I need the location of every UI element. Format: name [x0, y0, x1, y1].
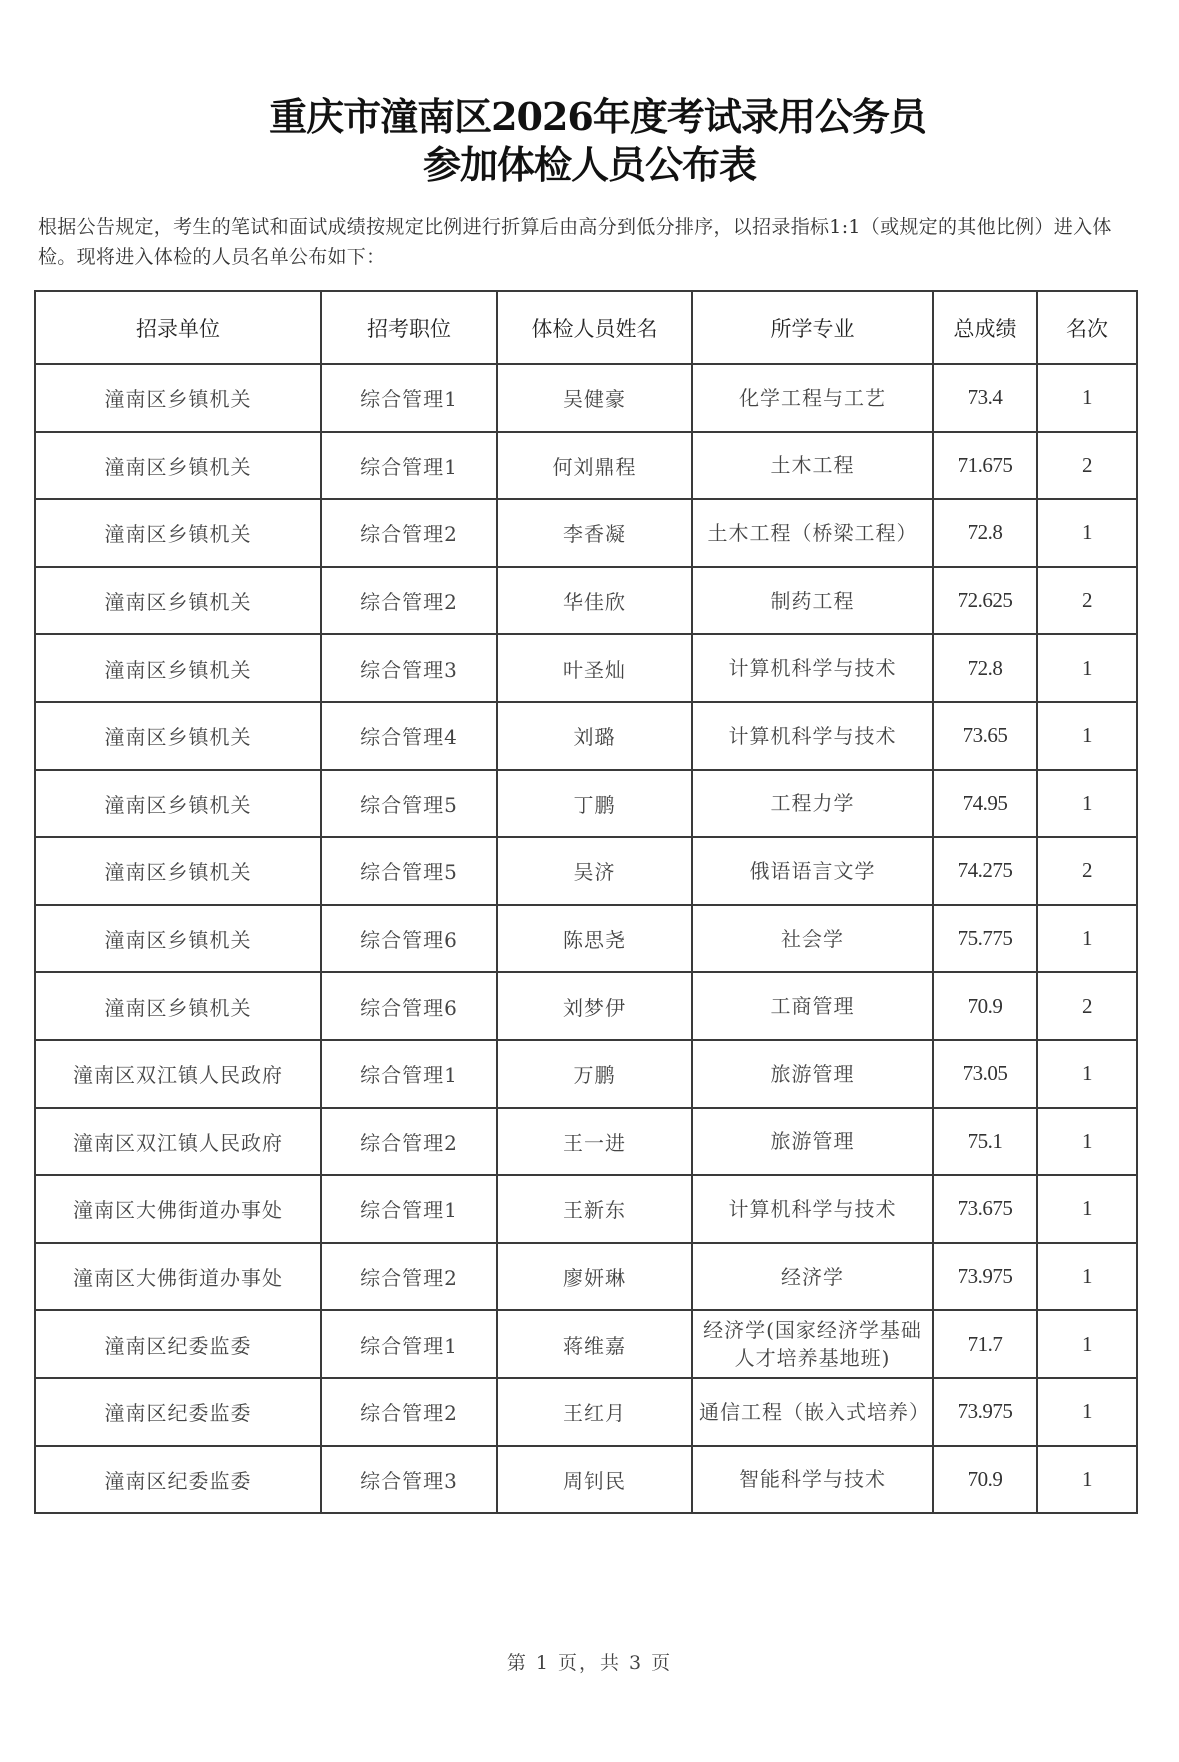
cell-score: 71.7: [933, 1310, 1037, 1378]
cell-rank: 2: [1037, 432, 1137, 500]
cell-unit: 潼南区乡镇机关: [35, 499, 321, 567]
cell-rank: 1: [1037, 905, 1137, 973]
cell-unit: 潼南区纪委监委: [35, 1310, 321, 1378]
cell-name: 万鹏: [497, 1040, 692, 1108]
cell-unit: 潼南区乡镇机关: [35, 770, 321, 838]
cell-rank: 1: [1037, 702, 1137, 770]
table-row: [35, 1175, 1137, 1243]
cell-unit: 潼南区双江镇人民政府: [35, 1108, 321, 1176]
table-row: [35, 837, 1137, 905]
table-row: [35, 432, 1137, 500]
table-body: [35, 364, 1137, 1513]
cell-name: 王一进: [497, 1108, 692, 1176]
cell-unit: 潼南区纪委监委: [35, 1446, 321, 1514]
table-row: [35, 770, 1137, 838]
header-major: 所学专业: [692, 291, 933, 364]
cell-unit: 潼南区纪委监委: [35, 1378, 321, 1446]
cell-major: 通信工程（嵌入式培养）: [692, 1378, 933, 1446]
table-header-row: [35, 291, 1137, 364]
cell-rank: 1: [1037, 1108, 1137, 1176]
cell-unit: 潼南区乡镇机关: [35, 905, 321, 973]
cell-name: 廖妍琳: [497, 1243, 692, 1311]
cell-rank: 1: [1037, 1378, 1137, 1446]
cell-position: 综合管理4: [321, 702, 497, 770]
cell-unit: 潼南区乡镇机关: [35, 364, 321, 432]
cell-unit: 潼南区乡镇机关: [35, 837, 321, 905]
table-row: [35, 1310, 1137, 1378]
cell-score: 73.65: [933, 702, 1037, 770]
table-row: [35, 972, 1137, 1040]
cell-name: 陈思尧: [497, 905, 692, 973]
table-row: [35, 634, 1137, 702]
cell-rank: 1: [1037, 770, 1137, 838]
table-row: [35, 1243, 1137, 1311]
cell-unit: 潼南区乡镇机关: [35, 567, 321, 635]
cell-score: 71.675: [933, 432, 1037, 500]
document-subtitle: 参加体检人员公布表: [422, 142, 756, 187]
cell-score: 70.9: [933, 972, 1037, 1040]
header-score: 总成绩: [933, 291, 1037, 364]
cell-score: 74.95: [933, 770, 1037, 838]
cell-score: 72.8: [933, 634, 1037, 702]
cell-major: 经济学(国家经济学基础人才培养基地班): [692, 1310, 933, 1378]
intro-paragraph: 根据公告规定，考生的笔试和面试成绩按规定比例进行折算后由高分到低分排序，以招录指标1:1（或规定的其他比例）进入体检。现将进入体检的人员名单公布如下：: [38, 216, 1112, 268]
table-row: [35, 364, 1137, 432]
cell-score: 72.8: [933, 499, 1037, 567]
header-rank: 名次: [1037, 291, 1137, 364]
cell-position: 综合管理6: [321, 905, 497, 973]
cell-rank: 2: [1037, 972, 1137, 1040]
cell-name: 叶圣灿: [497, 634, 692, 702]
cell-major: 俄语语言文学: [692, 837, 933, 905]
cell-position: 综合管理1: [321, 1040, 497, 1108]
header-position: 招考职位: [321, 291, 497, 364]
page-indicator: 第 1 页，共 3 页: [506, 1652, 673, 1674]
cell-major: 工程力学: [692, 770, 933, 838]
table-row: [35, 702, 1137, 770]
cell-position: 综合管理2: [321, 1108, 497, 1176]
cell-unit: 潼南区大佛街道办事处: [35, 1243, 321, 1311]
cell-name: 王新东: [497, 1175, 692, 1243]
cell-rank: 2: [1037, 567, 1137, 635]
cell-name: 李香凝: [497, 499, 692, 567]
cell-major: 计算机科学与技术: [692, 634, 933, 702]
cell-major: 土木工程: [692, 432, 933, 500]
cell-unit: 潼南区双江镇人民政府: [35, 1040, 321, 1108]
cell-name: 何刘鼎程: [497, 432, 692, 500]
cell-major: 经济学: [692, 1243, 933, 1311]
cell-major: 旅游管理: [692, 1108, 933, 1176]
cell-score: 75.775: [933, 905, 1037, 973]
table-row: [35, 1040, 1137, 1108]
cell-unit: 潼南区乡镇机关: [35, 972, 321, 1040]
cell-rank: 1: [1037, 634, 1137, 702]
cell-score: 73.975: [933, 1378, 1037, 1446]
cell-position: 综合管理2: [321, 1243, 497, 1311]
cell-unit: 潼南区乡镇机关: [35, 432, 321, 500]
cell-major: 计算机科学与技术: [692, 702, 933, 770]
cell-position: 综合管理3: [321, 1446, 497, 1514]
header-unit: 招录单位: [35, 291, 321, 364]
table-row: [35, 1108, 1137, 1176]
cell-position: 综合管理5: [321, 837, 497, 905]
cell-position: 综合管理1: [321, 1175, 497, 1243]
cell-major: 计算机科学与技术: [692, 1175, 933, 1243]
cell-rank: 1: [1037, 1310, 1137, 1378]
cell-major: 制药工程: [692, 567, 933, 635]
table-row: [35, 905, 1137, 973]
cell-rank: 1: [1037, 364, 1137, 432]
cell-position: 综合管理5: [321, 770, 497, 838]
cell-name: 周钊民: [497, 1446, 692, 1514]
cell-position: 综合管理6: [321, 972, 497, 1040]
cell-rank: 1: [1037, 499, 1137, 567]
cell-rank: 2: [1037, 837, 1137, 905]
cell-score: 73.05: [933, 1040, 1037, 1108]
cell-score: 74.275: [933, 837, 1037, 905]
table-row: [35, 567, 1137, 635]
cell-major: 土木工程（桥梁工程）: [692, 499, 933, 567]
cell-major: 化学工程与工艺: [692, 364, 933, 432]
exam-roster-table: [34, 290, 1138, 1514]
cell-position: 综合管理3: [321, 634, 497, 702]
cell-name: 吴济: [497, 837, 692, 905]
cell-score: 75.1: [933, 1108, 1037, 1176]
cell-name: 蒋维嘉: [497, 1310, 692, 1378]
cell-rank: 1: [1037, 1175, 1137, 1243]
cell-position: 综合管理1: [321, 364, 497, 432]
cell-unit: 潼南区乡镇机关: [35, 634, 321, 702]
cell-score: 73.4: [933, 364, 1037, 432]
cell-rank: 1: [1037, 1243, 1137, 1311]
cell-score: 73.975: [933, 1243, 1037, 1311]
cell-name: 吴健豪: [497, 364, 692, 432]
cell-rank: 1: [1037, 1040, 1137, 1108]
cell-unit: 潼南区乡镇机关: [35, 702, 321, 770]
cell-position: 综合管理2: [321, 499, 497, 567]
cell-position: 综合管理1: [321, 432, 497, 500]
cell-major: 旅游管理: [692, 1040, 933, 1108]
cell-name: 刘璐: [497, 702, 692, 770]
cell-score: 70.9: [933, 1446, 1037, 1514]
cell-major: 社会学: [692, 905, 933, 973]
cell-major: 智能科学与技术: [692, 1446, 933, 1514]
cell-score: 72.625: [933, 567, 1037, 635]
table-row: [35, 1378, 1137, 1446]
table-row: [35, 1446, 1137, 1514]
cell-name: 丁鹏: [497, 770, 692, 838]
cell-name: 华佳欣: [497, 567, 692, 635]
header-name: 体检人员姓名: [497, 291, 692, 364]
cell-position: 综合管理1: [321, 1310, 497, 1378]
cell-major: 工商管理: [692, 972, 933, 1040]
cell-name: 刘梦伊: [497, 972, 692, 1040]
cell-unit: 潼南区大佛街道办事处: [35, 1175, 321, 1243]
cell-score: 73.675: [933, 1175, 1037, 1243]
table-row: [35, 499, 1137, 567]
cell-position: 综合管理2: [321, 1378, 497, 1446]
cell-position: 综合管理2: [321, 567, 497, 635]
document-title: 重庆市潼南区2026年度考试录用公务员: [269, 94, 926, 139]
cell-rank: 1: [1037, 1446, 1137, 1514]
cell-name: 王红月: [497, 1378, 692, 1446]
